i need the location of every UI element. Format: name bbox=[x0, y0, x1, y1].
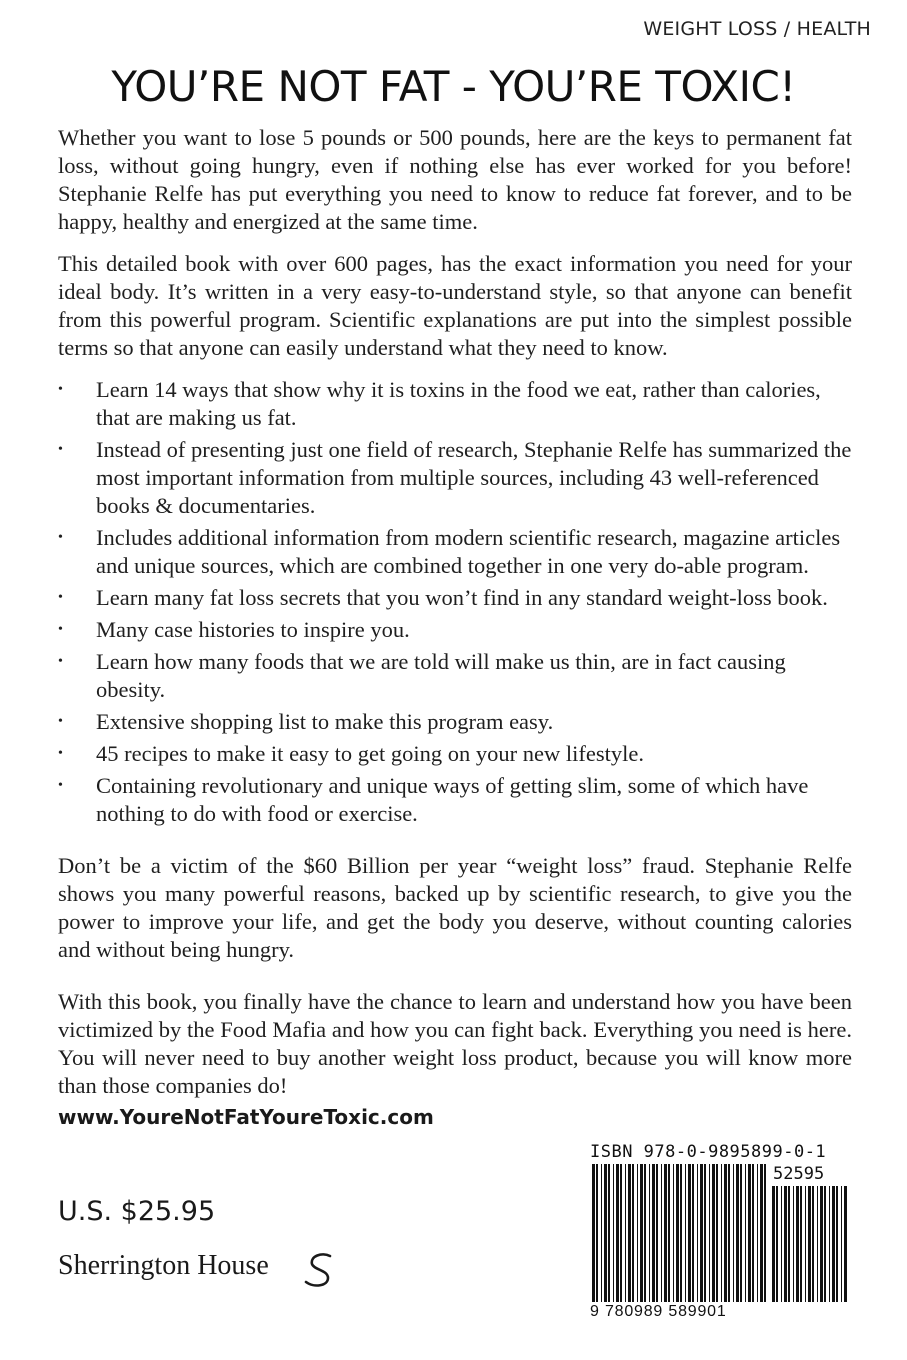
bullet-icon: • bbox=[58, 442, 63, 457]
bullet-icon: • bbox=[58, 382, 63, 397]
barcode-bar bbox=[776, 1186, 778, 1302]
barcode-bar bbox=[704, 1164, 706, 1302]
barcode-bar bbox=[748, 1164, 751, 1302]
barcode-bar bbox=[685, 1164, 686, 1302]
barcode-bar bbox=[752, 1164, 754, 1302]
barcode-bar bbox=[784, 1186, 787, 1302]
list-item bbox=[58, 616, 852, 644]
list-item-text: Learn how many foods that we are told will make us thin, are in fact causing obesity. bbox=[96, 649, 786, 702]
barcode-bar bbox=[640, 1164, 643, 1302]
barcode-bar bbox=[745, 1164, 746, 1302]
intro-paragraph: Whether you want to lose 5 pounds or 500 pounds, here are the keys to permanent fat loss, without going hungry, even if nothing else has ever worked for you before! Stephanie Relfe has put everything you need to know to reduce fat forever, and to be happy, healthy and energized at the same time. bbox=[58, 125, 852, 234]
barcode-bar bbox=[793, 1186, 794, 1302]
barcode-bar bbox=[808, 1186, 811, 1302]
barcode-bar bbox=[724, 1164, 727, 1302]
barcode-bar bbox=[661, 1164, 662, 1302]
barcode-bar bbox=[805, 1186, 806, 1302]
barcode-bar bbox=[740, 1164, 742, 1302]
barcode-bar bbox=[757, 1164, 758, 1302]
barcode-bar bbox=[817, 1186, 818, 1302]
barcode-bar bbox=[788, 1186, 790, 1302]
bullet-icon: • bbox=[58, 778, 63, 793]
barcode-bar bbox=[604, 1164, 607, 1302]
fraud-paragraph: Don’t be a victim of the $60 Billion per year “weight loss” fraud. Stephanie Relfe shows you many powerful reasons, backed up by scientific research, to give you the power to improve your life, and get the body you deserve, without counting calories and without being hungry. bbox=[58, 853, 852, 962]
back-cover-text bbox=[58, 124, 852, 1114]
barcode-bar bbox=[673, 1164, 674, 1302]
list-item bbox=[58, 740, 852, 768]
book-title: YOU’RE NOT FAT - YOU’RE TOXIC! bbox=[111, 62, 796, 111]
barcode-bar bbox=[596, 1164, 598, 1302]
barcode-bar bbox=[616, 1164, 619, 1302]
barcode-bar bbox=[721, 1164, 722, 1302]
barcode-bar bbox=[652, 1164, 655, 1302]
closing-paragraph: With this book, you finally have the chance to learn and understand how you have been victimized by the Food Mafia and how you can fight back. Everything you need is here. You will never need to buy another weight loss product, because you will know more than those companies do! bbox=[58, 989, 852, 1098]
list-item bbox=[58, 376, 852, 432]
barcode-bar bbox=[664, 1164, 667, 1302]
barcode-bar bbox=[680, 1164, 682, 1302]
barcode-bar bbox=[656, 1164, 658, 1302]
list-item-text: 45 recipes to make it easy to get going on your new lifestyle. bbox=[96, 741, 644, 766]
barcode-bar bbox=[628, 1164, 631, 1302]
list-item-text: Extensive shopping list to make this program easy. bbox=[96, 709, 554, 734]
website-link[interactable]: www.YoureNotFatYoureToxic.com bbox=[58, 1105, 434, 1129]
barcode-bar bbox=[688, 1164, 691, 1302]
list-item bbox=[58, 436, 852, 520]
barcode-bar bbox=[824, 1186, 826, 1302]
barcode-bar bbox=[697, 1164, 698, 1302]
barcode-bar bbox=[764, 1164, 766, 1302]
barcode-bar bbox=[692, 1164, 694, 1302]
list-item-text: Containing revolutionary and unique ways of getting slim, some of which have nothing to do with food or exercise. bbox=[96, 773, 809, 826]
price-code: 52595 bbox=[773, 1164, 825, 1184]
barcode-bar bbox=[608, 1164, 610, 1302]
price-label: U.S. $25.95 bbox=[58, 1196, 216, 1227]
publisher-logo-icon bbox=[300, 1250, 340, 1290]
barcode-bar bbox=[760, 1164, 763, 1302]
barcode-bar bbox=[733, 1164, 734, 1302]
barcode-bar bbox=[829, 1186, 830, 1302]
list-item bbox=[58, 648, 852, 704]
barcode-bar bbox=[772, 1186, 775, 1302]
barcode-bar bbox=[620, 1164, 622, 1302]
list-item bbox=[58, 772, 852, 828]
barcode-bar bbox=[812, 1186, 814, 1302]
barcode-bar bbox=[592, 1164, 595, 1302]
barcode-bar bbox=[668, 1164, 670, 1302]
list-item bbox=[58, 524, 852, 580]
barcode-bar bbox=[644, 1164, 646, 1302]
list-item bbox=[58, 708, 852, 736]
isbn-number: ISBN 978-0-9895899-0-1 bbox=[590, 1142, 827, 1162]
bullet-icon: • bbox=[58, 654, 63, 669]
barcode-bar bbox=[700, 1164, 703, 1302]
barcode-bar bbox=[781, 1186, 782, 1302]
barcode-bar bbox=[836, 1186, 838, 1302]
bullet-icon: • bbox=[58, 622, 63, 637]
list-item-text: Learn many fat loss secrets that you won’t find in any standard weight-loss book. bbox=[96, 585, 828, 610]
ean-digits: 9 780989 589901 bbox=[590, 1303, 727, 1320]
barcode-bar bbox=[649, 1164, 650, 1302]
details-paragraph: This detailed book with over 600 pages, has the exact information you need for your ideal body. It’s written in a very easy-to-understand style, so that anyone can benefit from this powerful program. Scientific explanations are put into the simplest possible terms so that anyone can easily understand what they need to know. bbox=[58, 251, 852, 360]
bullet-icon: • bbox=[58, 746, 63, 761]
barcode-bar bbox=[613, 1164, 614, 1302]
barcode-bar bbox=[625, 1164, 626, 1302]
publisher-name: Sherrington House bbox=[58, 1250, 269, 1281]
barcode-bar bbox=[709, 1164, 710, 1302]
list-item-text: Many case histories to inspire you. bbox=[96, 617, 410, 642]
barcode-bar bbox=[796, 1186, 799, 1302]
bullet-icon: • bbox=[58, 714, 63, 729]
list-item-text: Includes additional information from modern scientific research, magazine articles and unique sources, which are combined together in one very do-able program. bbox=[96, 525, 841, 578]
barcode-bar bbox=[800, 1186, 802, 1302]
list-item-text: Learn 14 ways that show why it is toxins in the food we eat, rather than calories, that are making us fat. bbox=[96, 377, 821, 430]
category-label: WEIGHT LOSS / HEALTH bbox=[643, 18, 871, 40]
barcode-bar bbox=[637, 1164, 638, 1302]
list-item bbox=[58, 584, 852, 612]
bullet-icon: • bbox=[58, 530, 63, 545]
barcode-bar bbox=[632, 1164, 634, 1302]
barcode-bar bbox=[728, 1164, 730, 1302]
list-item-text: Instead of presenting just one field of research, Stephanie Relfe has summarized the most important information from multiple sources, including 43 well-referenced books & documentaries. bbox=[96, 437, 852, 518]
barcode-bar bbox=[736, 1164, 739, 1302]
barcode-bar bbox=[832, 1186, 835, 1302]
barcode-bar bbox=[820, 1186, 823, 1302]
feature-list bbox=[58, 376, 852, 828]
barcode-bar bbox=[712, 1164, 715, 1302]
barcode-bar bbox=[601, 1164, 602, 1302]
barcode-bar bbox=[841, 1186, 842, 1302]
bullet-icon: • bbox=[58, 590, 63, 605]
barcode-bar bbox=[676, 1164, 679, 1302]
barcode-bar bbox=[716, 1164, 718, 1302]
barcode-bar bbox=[844, 1186, 847, 1302]
